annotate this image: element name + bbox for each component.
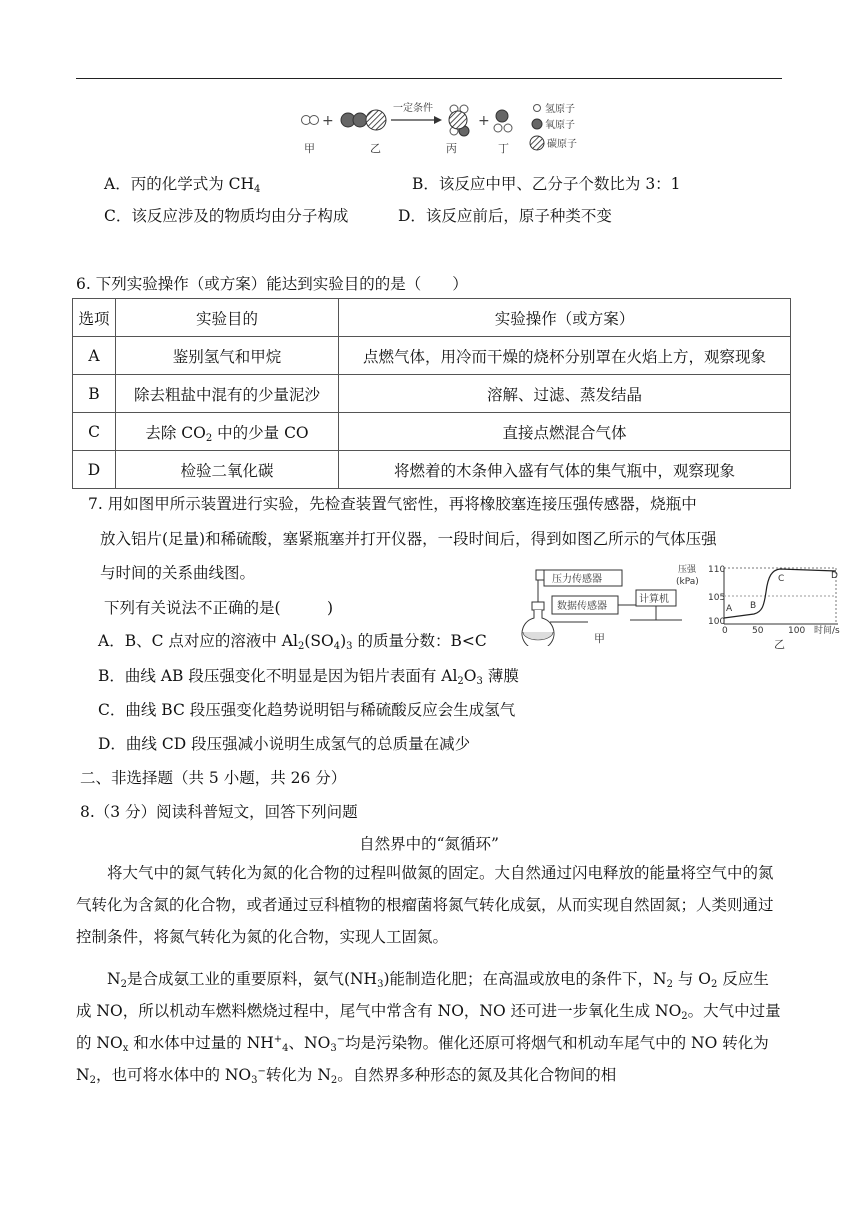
- ytick: 100: [708, 617, 726, 627]
- o-atom-icon: [353, 113, 367, 127]
- xtick: 50: [752, 626, 764, 636]
- q8-stem: 8.（3 分）阅读科普短文，回答下列问题: [80, 803, 358, 821]
- table-cell: 点燃气体，用冷而干燥的烧杯分别罩在火焰上方，观察现象: [339, 337, 791, 375]
- reaction-diagram: [296, 96, 592, 158]
- table-row: [73, 337, 791, 375]
- table-row: [73, 375, 791, 413]
- legend-o-icon: [532, 119, 542, 129]
- header-rule: [76, 78, 782, 79]
- svg-text:+: +: [478, 113, 490, 129]
- q7-line3: 与时间的关系曲线图。: [100, 564, 256, 582]
- arrow-head-icon: [434, 116, 442, 124]
- q7-option-a: A．B、C 点对应的溶液中 $Al_2(SO_4)_3$ 的质量分数：B<C: [98, 632, 487, 652]
- c-atom-icon: [449, 111, 467, 129]
- pressure-sensor-label: 压力传感器: [552, 574, 602, 585]
- q6-stem: 6. 下列实验操作（或方案）能达到实验目的的是（ ）: [76, 275, 468, 293]
- caption-yi: 乙: [774, 638, 785, 650]
- table-cell: 检验二氧化碳: [116, 451, 339, 489]
- table-cell: 除去粗盐中混有的少量泥沙: [116, 375, 339, 413]
- arrow-label: 一定条件: [393, 103, 433, 114]
- q7-question: 下列有关说法不正确的是( ): [104, 599, 334, 617]
- section-2-heading: 二、非选择题（共 5 小题，共 26 分）: [80, 769, 347, 787]
- svg-text:+: +: [322, 113, 334, 129]
- graph-ylabel: 压强: [678, 565, 697, 575]
- label-jia: 甲: [304, 142, 315, 155]
- article-title: 自然界中的“氮循环”: [359, 835, 499, 853]
- ytick: 105: [708, 593, 726, 603]
- q7-line1: 7. 用如图甲所示装置进行实验，先检查装置气密性，再将橡胶塞连接压强传感器，烧瓶中: [88, 495, 697, 513]
- q7-option-d: D．曲线 CD 段压强减小说明生成氢气的总质量在减少: [98, 735, 471, 753]
- point-b: B: [750, 601, 757, 611]
- legend-o: 氧原子: [545, 120, 575, 131]
- header-option: 选项: [73, 299, 116, 337]
- q5-option-c: C．该反应涉及的物质均由分子构成: [104, 207, 349, 225]
- point-d: D: [831, 571, 838, 581]
- xtick: 100: [788, 626, 806, 636]
- table-cell: 鉴别氢气和甲烷: [116, 337, 339, 375]
- table-cell: 直接点燃混合气体: [339, 413, 791, 451]
- legend-c-icon: [530, 136, 544, 150]
- legend-h-icon: [534, 105, 541, 112]
- label-ding: 丁: [498, 142, 509, 155]
- header-goal: 实验目的: [116, 299, 339, 337]
- table-row: [73, 413, 791, 451]
- table-cell: B: [73, 375, 116, 413]
- q5-option-b: B．该反应中甲、乙分子个数比为 3：1: [412, 175, 681, 193]
- pressure-sensor-box: [536, 570, 544, 580]
- h-atom-icon: [310, 116, 319, 125]
- legend-h: 氢原子: [545, 104, 575, 115]
- q7-line2: 放入铝片(足量)和稀硫酸，塞紧瓶塞并打开仪器，一段时间后，得到如图乙所示的气体压强: [100, 530, 717, 548]
- table-cell: 溶解、过滤、蒸发结晶: [339, 375, 791, 413]
- q7-option-c: C．曲线 BC 段压强变化趋势说明铝与稀硫酸反应会生成氢气: [98, 701, 516, 719]
- table-header-row: [73, 299, 791, 337]
- c-atom-icon: [366, 110, 386, 130]
- ytick: 110: [708, 565, 726, 575]
- h-atom-icon: [504, 124, 512, 132]
- label-yi: 乙: [370, 142, 381, 155]
- graph-yunit: (kPa): [676, 577, 699, 587]
- graph-xlabel: 时间/s: [814, 626, 840, 636]
- o-atom-icon: [496, 110, 508, 122]
- table-row: [73, 451, 791, 489]
- caption-jia: 甲: [594, 632, 605, 645]
- pressure-time-graph: [676, 562, 844, 650]
- q5-option-a: A．丙的化学式为 $CH_4$: [104, 175, 261, 195]
- table-cell: A: [73, 337, 116, 375]
- paragraph-1: 将大气中的氮气转化为氮的化合物的过程叫做氮的固定。大自然通过闪电释放的能量将空气中的氮气转化为含氮的化合物，或者通过豆科植物的根瘤菌将氮气转化成氨，从而实现自然固氮；人类则通过控制条件，将氮气转化为氮的化合物，实现人工固氮。: [76, 864, 774, 946]
- data-sensor-label: 数据传感器: [557, 601, 607, 612]
- table-cell: D: [73, 451, 116, 489]
- table-cell: 去除 $CO_2$ 中的少量 CO: [116, 413, 339, 451]
- paragraph-2: $N_2$是合成氨工业的重要原料，氨气$(NH_3)$能制造化肥；在高温或放电的条件下，$N_2$ 与 $O_2$ 反应生成 NO，所以机动车燃料燃烧过程中，尾气中常含有 NO，NO 还可进一步氧化生成 $NO_2$。大气中过量的 $NO_x$ 和水体中过量的 $NH^+_4$、$NO_3^-$均是污染物。催化还原可将烟气和机动车尾气中的 NO 转化为 $N_2$，也可将水体中的 $NO_3^-$转化为 $N_2$。自然界多种形态的氮及其化合物间的相: [76, 970, 781, 1086]
- point-a: A: [726, 604, 733, 614]
- computer-label: 计算机: [639, 594, 669, 605]
- table-cell: 将燃着的木条伸入盛有气体的集气瓶中，观察现象: [339, 451, 791, 489]
- legend-c: 碳原子: [547, 139, 577, 150]
- q7-option-b: B．曲线 AB 段压强变化不明显是因为铝片表面有 $Al_2O_3$ 薄膜: [98, 667, 519, 687]
- point-c: C: [778, 574, 785, 584]
- q5-option-d: D．该反应前后，原子种类不变: [398, 207, 612, 225]
- table-cell: C: [73, 413, 116, 451]
- header-operation: 实验操作（或方案）: [339, 299, 791, 337]
- xtick: 0: [722, 626, 728, 636]
- flask-icon: [522, 610, 554, 646]
- q6-table: [72, 298, 791, 489]
- h-atom-icon: [494, 124, 502, 132]
- label-bing: 丙: [446, 142, 457, 155]
